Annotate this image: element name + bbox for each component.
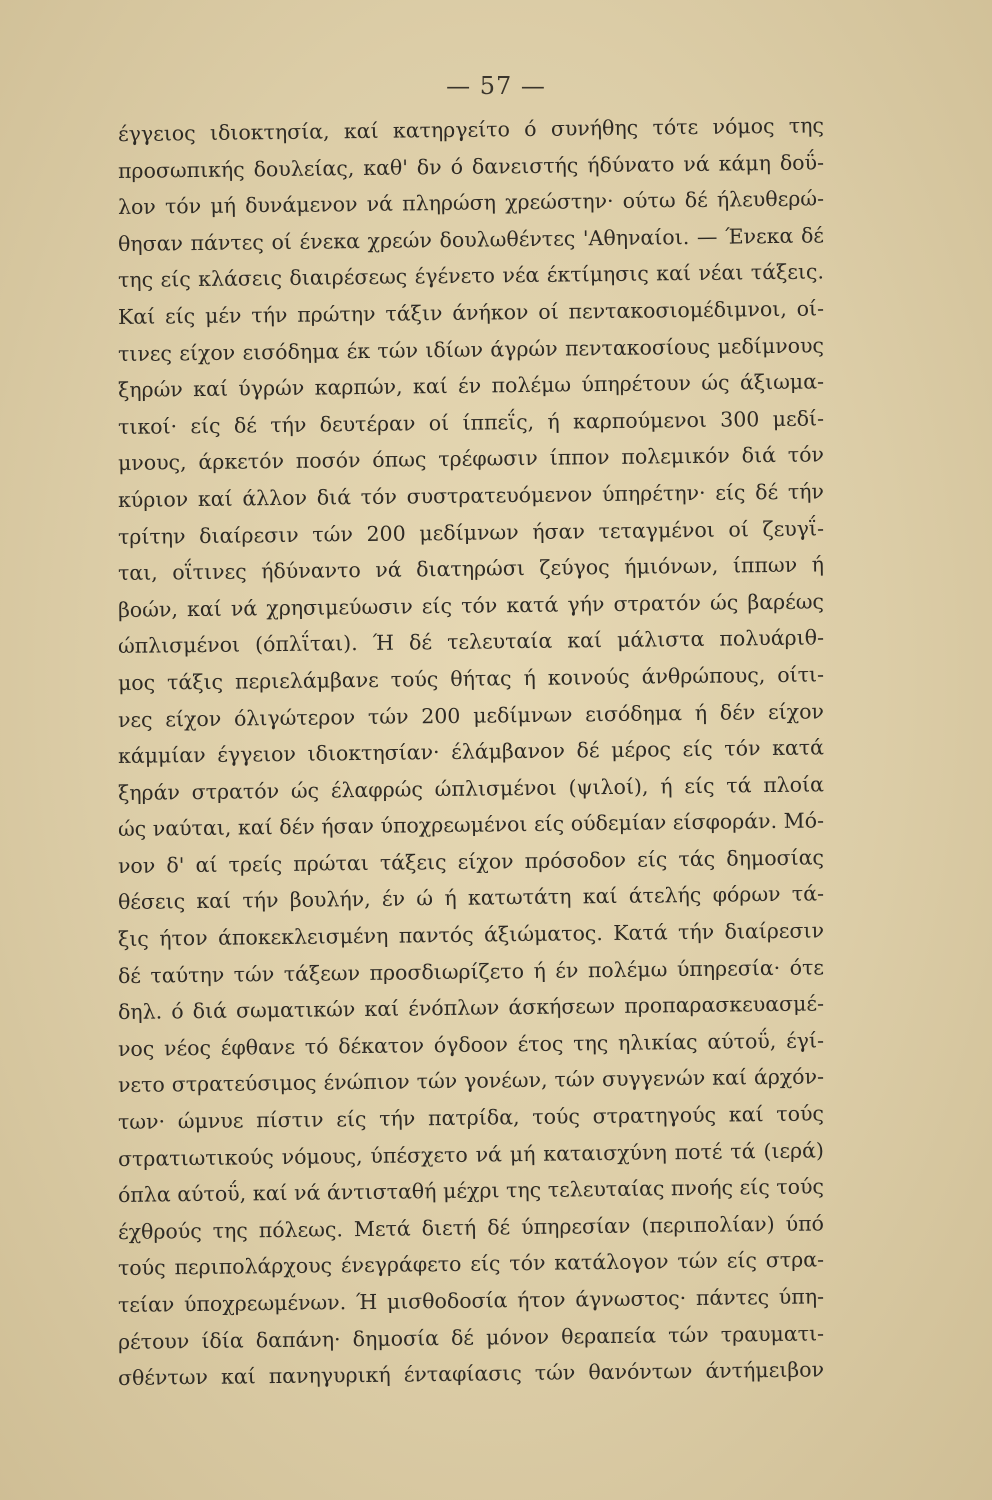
text-line: λον τόν μή δυνάμενον νά πληρώση χρεώστην· ούτω δέ ήλευθερώ- <box>117 186 825 220</box>
body-text <box>117 113 825 1397</box>
text-line: νον δ' αί τρείς πρώται τάξεις είχον πρόσοδον είς τάς δημοσίας <box>117 845 825 878</box>
text-line: ται, οΐτινες ήδύναντο νά διατηρώσι ζεύγος ήμιόνων, ίππων ή <box>117 552 825 586</box>
text-line: προσωπικής δουλείας, καθ' δν ό δανειστής ήδύνατο νά κάμη δοΰ- <box>117 149 825 183</box>
text-line: της είς κλάσεις διαιρέσεως έγένετο νέα έκτίμησις καί νέαι τάξεις. <box>117 259 825 293</box>
text-line: ώς ναύται, καί δέν ήσαν ύποχρεωμένοι είς ούδεμίαν είσφοράν. Μό- <box>117 808 825 842</box>
text-line: τούς περιπολάρχους ένεγράφετο είς τόν κατάλογον τών είς στρα- <box>117 1247 825 1281</box>
text-line: ξις ήτον άποκεκλεισμένη παντός άξιώματος. Κατά τήν διαίρεσιν <box>117 918 825 952</box>
text-line: κύριον καί άλλον διά τόν συστρατευόμενον ύπηρέτην· είς δέ τήν <box>117 479 825 512</box>
page-number: — 57 — <box>446 72 546 100</box>
text-line: τρίτην διαίρεσιν τών 200 μεδίμνων ήσαν τεταγμένοι οί ζευγΐ- <box>117 515 825 549</box>
text-line: ώπλισμένοι (όπλΐται). Ή δέ τελευταία καί μάλιστα πολυάριθ- <box>117 625 825 659</box>
text-line: όπλα αύτοΰ, καί νά άντισταθή μέχρι της τελευταίας πνοής είς τούς <box>117 1174 825 1208</box>
text-line: νες είχον όλιγώτερον τών 200 μεδίμνων εισόδημα ή δέν είχον <box>117 698 825 732</box>
text-line: τείαν ύποχρεωμένων. Ή μισθοδοσία ήτον άγνωστος· πάντες ύπη- <box>117 1284 825 1317</box>
text-line: ξηράν στρατόν ώς έλαφρώς ώπλισμένοι (ψιλοί), ή είς τά πλοία <box>117 772 825 805</box>
text-line: των· ώμνυε πίστιν είς τήν πατρίδα, τούς στρατηγούς καί τούς <box>117 1101 825 1135</box>
text-line: σθέντων καί πανηγυρική ένταφίασις τών θανόντων άντήμειβον <box>117 1357 825 1391</box>
text-line: μος τάξις περιελάμβανε τούς θήτας ή κοινούς άνθρώπους, οίτι- <box>117 662 825 695</box>
text-line: τινες είχον εισόδημα έκ τών ιδίων άγρών πεντακοσίους μεδίμνους <box>117 332 825 366</box>
text-line: στρατιωτικούς νόμους, ύπέσχετο νά μή καταισχύνη ποτέ τά (ιερά) <box>117 1138 825 1171</box>
text-line: θησαν πάντες οί ένεκα χρεών δουλωθέντες 'Αθηναίοι. — Ένεκα δέ <box>117 223 825 256</box>
text-line: έχθρούς της πόλεως. Μετά διετή δέ ύπηρεσίαν (περιπολίαν) ύπό <box>117 1211 825 1244</box>
text-line: κάμμίαν έγγειον ιδιοκτησίαν· έλάμβανον δέ μέρος είς τόν κατά <box>117 735 825 769</box>
text-line: νετο στρατεύσιμος ένώπιον τών γονέων, τών συγγενών καί άρχόν- <box>117 1064 825 1098</box>
text-line: ξηρών καί ύγρών καρπών, καί έν πολέμω ύπηρέτουν ώς άξιωμα- <box>117 369 825 403</box>
text-line: θέσεις καί τήν βουλήν, έν ώ ή κατωτάτη καί άτελής φόρων τά- <box>117 881 825 915</box>
text-line: Καί είς μέν τήν πρώτην τάξιν άνήκον οί πεντακοσιομέδιμνοι, οί- <box>117 296 825 329</box>
text-line: τικοί· είς δέ τήν δευτέραν οί ίππεΐς, ή καρπούμενοι 300 μεδί- <box>117 406 825 439</box>
text-line: νος νέος έφθανε τό δέκατον όγδοον έτος της ηλικίας αύτοΰ, έγί- <box>117 1028 825 1061</box>
text-line: βοών, καί νά χρησιμεύωσιν είς τόν κατά γήν στρατόν ώς βαρέως <box>117 589 825 622</box>
text-line: έγγειος ιδιοκτησία, καί κατηργείτο ό συνήθης τότε νόμος της <box>117 113 825 146</box>
text-line: δέ ταύτην τών τάξεων προσδιωρίζετο ή έν πολέμω ύπηρεσία· ότε <box>117 955 825 988</box>
text-line: ρέτουν ίδία δαπάνη· δημοσία δέ μόνον θεραπεία τών τραυματι- <box>117 1320 825 1354</box>
text-line: δηλ. ό διά σωματικών καί ένόπλων άσκήσεων προπαρασκευασμέ- <box>117 991 825 1025</box>
text-line: μνους, άρκετόν ποσόν όπως τρέφωσιν ίππον πολεμικόν διά τόν <box>117 442 825 476</box>
